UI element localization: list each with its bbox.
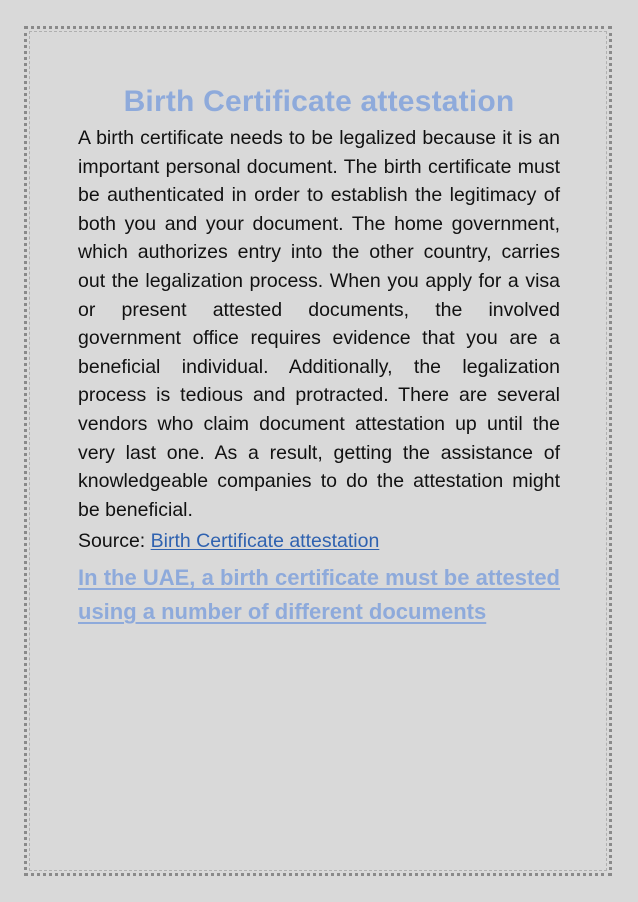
source-line bbox=[78, 527, 560, 555]
source-label: Source: bbox=[78, 530, 146, 553]
section-heading-link[interactable]: In the UAE, a birth certificate must be attested using a number of different documents bbox=[78, 565, 560, 625]
page-title: Birth Certificate attestation bbox=[123, 85, 515, 118]
source-link[interactable]: Birth Certificate attestation bbox=[150, 530, 380, 553]
document-body bbox=[78, 82, 560, 629]
body-paragraph: A birth certificate needs to be legalized because it is an important personal document. The birth certificate must be authenticated in order to establish the legitimacy of both you and your document. The home government, which authorizes entry into the other country, carries out the legalization process. When you apply for a visa or present attested documents, the involved government office requires evidence that you are a beneficial individual. Additionally, the legalization process is tedious and protracted. There are several vendors who claim document attestation up until the very last one. As a result, getting the assistance of knowledgeable companies to do the attestation might be beneficial. bbox=[78, 127, 560, 521]
